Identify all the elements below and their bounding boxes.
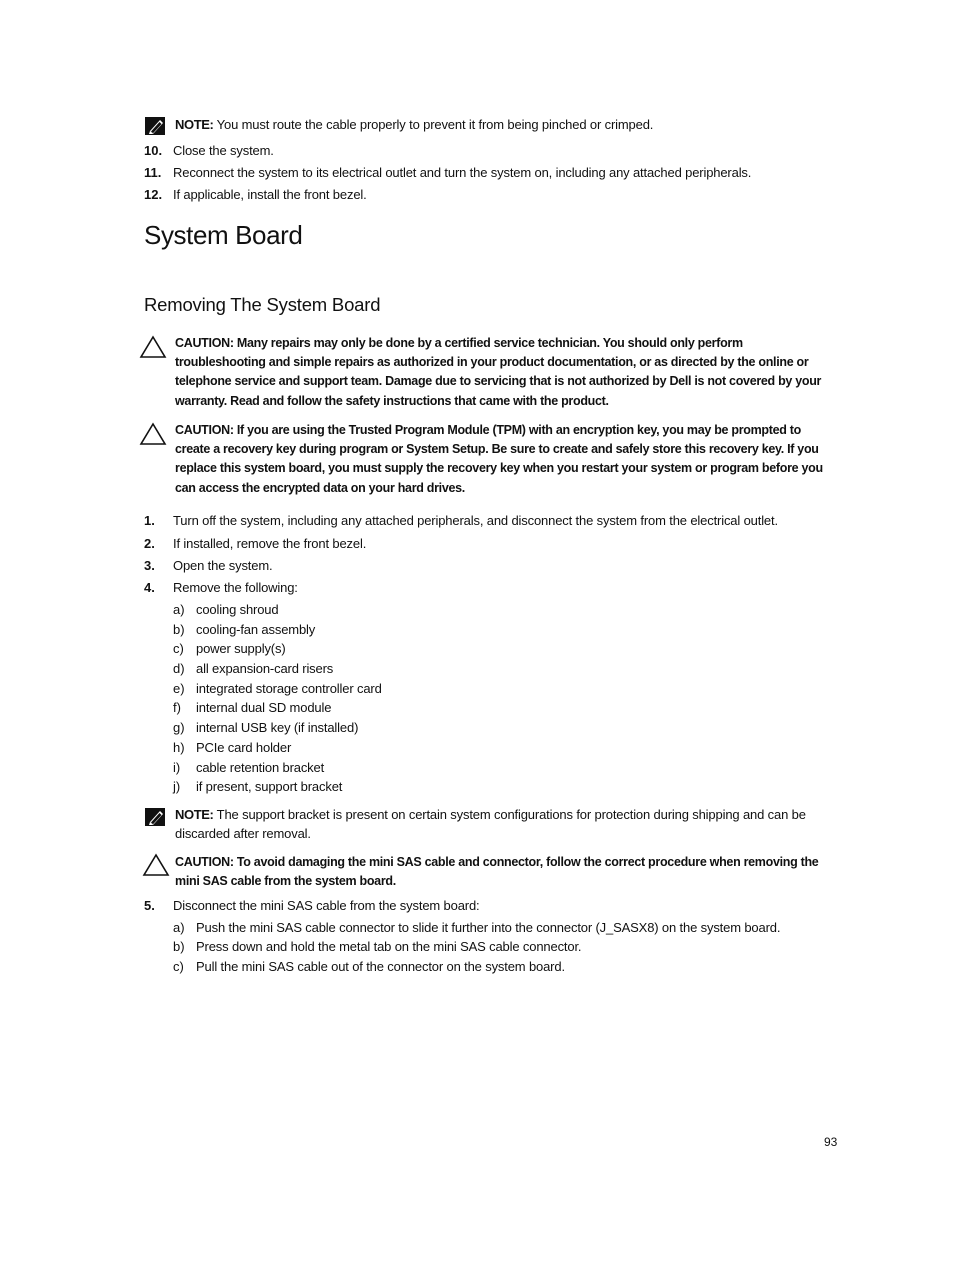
page-title: System Board <box>144 220 303 250</box>
caution-line: create a recovery key during program or System Setup. Be sure to create and safely store this recovery key. If you <box>175 442 819 456</box>
list-item-letter: g) <box>173 720 185 735</box>
caution-line: telephone service and support team. Damage due to servicing that is not authorized by Dell is not covered by your <box>175 374 822 388</box>
list-item-letter: b) <box>173 622 185 637</box>
caution-line: CAUTION: To avoid damaging the mini SAS cable and connector, follow the correct procedure when removing the <box>175 855 819 869</box>
caution-line: troubleshooting and simple repairs as authorized in your product documentation, or as directed by the online or <box>175 355 809 369</box>
caution-triangle-icon <box>139 422 167 446</box>
list-item: cooling-fan assembly <box>196 622 316 637</box>
note-route-cable: NOTE: You must route the cable properly to prevent it from being pinched or crimped. <box>175 117 654 132</box>
list-item-letter: c) <box>173 959 184 974</box>
list-item: integrated storage controller card <box>196 681 382 696</box>
step-number: 10. <box>144 143 163 158</box>
step-text: If applicable, install the front bezel. <box>173 187 367 202</box>
list-item: Push the mini SAS cable connector to slide it further into the connector (J_SASX8) on the system board. <box>196 920 781 935</box>
list-item-letter: e) <box>173 681 185 696</box>
list-item: power supply(s) <box>196 641 286 656</box>
list-item: cable retention bracket <box>196 760 325 775</box>
caution-triangle-icon <box>139 335 167 359</box>
step-number: 2. <box>144 536 155 551</box>
list-item-letter: a) <box>173 920 185 935</box>
list-item-letter: a) <box>173 602 185 617</box>
caution-line: mini SAS cable from the system board. <box>175 874 396 888</box>
step-text: If installed, remove the front bezel. <box>173 536 367 551</box>
step-number: 1. <box>144 513 155 528</box>
step-number: 11. <box>144 165 162 180</box>
step-text: Turn off the system, including any attached peripherals, and disconnect the system from the electrical outlet. <box>173 513 778 528</box>
step-number: 3. <box>144 558 155 573</box>
step-text: Close the system. <box>173 143 274 158</box>
note-support-bracket-line2: discarded after removal. <box>175 826 311 841</box>
list-item-letter: b) <box>173 939 185 954</box>
list-item-letter: j) <box>173 779 181 794</box>
list-item: PCIe card holder <box>196 740 292 755</box>
note-pencil-icon <box>144 806 168 828</box>
list-item: all expansion-card risers <box>196 661 334 676</box>
caution-triangle-icon <box>142 853 170 877</box>
section-heading: Removing The System Board <box>144 294 381 315</box>
list-item-letter: h) <box>173 740 185 755</box>
list-item: Pull the mini SAS cable out of the connector on the system board. <box>196 959 565 974</box>
list-item-letter: c) <box>173 641 184 656</box>
note-support-bracket: NOTE: The support bracket is present on certain system configurations for protection during shipping and can be <box>175 807 806 822</box>
step-text: Open the system. <box>173 558 273 573</box>
list-item: internal dual SD module <box>196 700 332 715</box>
list-item: cooling shroud <box>196 602 279 617</box>
list-item: if present, support bracket <box>196 779 343 794</box>
list-item-letter: i) <box>173 760 181 775</box>
step-number: 12. <box>144 187 163 202</box>
list-item: internal USB key (if installed) <box>196 720 359 735</box>
step-number: 4. <box>144 580 155 595</box>
page-number: 93 <box>824 1135 838 1149</box>
step-text: Disconnect the mini SAS cable from the system board: <box>173 898 480 913</box>
caution-line: can access the encrypted data on your hard drives. <box>175 481 465 495</box>
caution-line: CAUTION: Many repairs may only be done by a certified service technician. You should only perform <box>175 336 743 350</box>
list-item-letter: f) <box>173 700 181 715</box>
step-text: Reconnect the system to its electrical outlet and turn the system on, including any attached peripherals. <box>173 165 752 180</box>
caution-line: replace this system board, you must supply the recovery key when you restart your system or program before you <box>175 461 823 475</box>
step-number: 5. <box>144 898 155 913</box>
caution-line: CAUTION: If you are using the Trusted Program Module (TPM) with an encryption key, you may be prompted to <box>175 423 801 437</box>
list-item: Press down and hold the metal tab on the mini SAS cable connector. <box>196 939 582 954</box>
note-pencil-icon <box>144 115 168 137</box>
list-item-letter: d) <box>173 661 185 676</box>
step-text: Remove the following: <box>173 580 298 595</box>
caution-line: warranty. Read and follow the safety instructions that came with the product. <box>175 394 609 408</box>
